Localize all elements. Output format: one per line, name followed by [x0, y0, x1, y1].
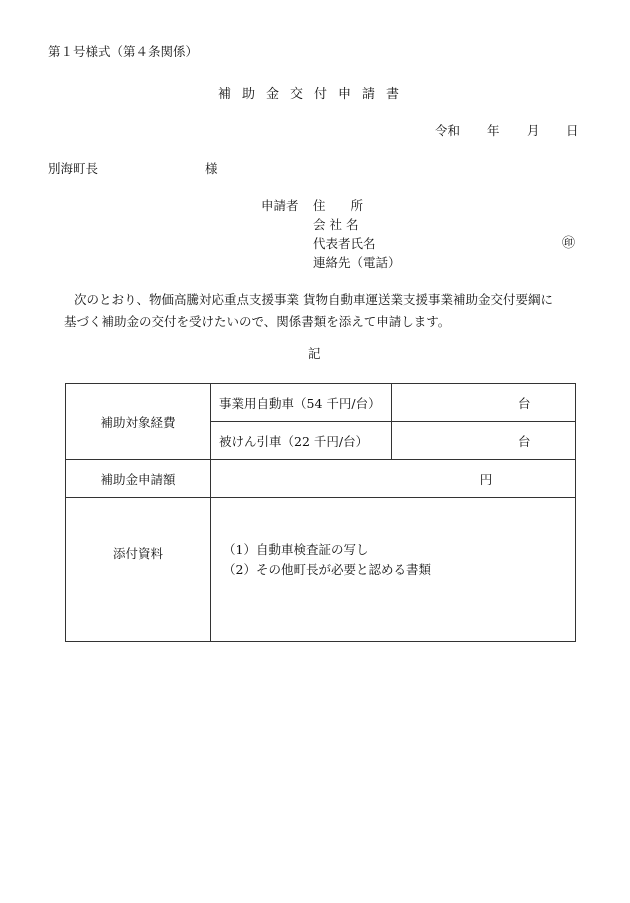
date-era: 令和 — [435, 123, 461, 138]
body-paragraph — [48, 289, 588, 333]
document-title: 補助金交付申請書 — [218, 87, 411, 102]
subsidy-amount-unit: 円 — [211, 460, 576, 498]
date-month-unit: 月 — [527, 123, 540, 138]
form-number: 第１号様式（第４条関係） — [48, 44, 199, 59]
seal-mark: ㊞ — [562, 236, 576, 251]
item2-unit: 台 — [392, 422, 576, 460]
attachments-list — [211, 498, 576, 642]
contact-label: 連絡先（電話） — [313, 255, 401, 270]
table-row — [66, 460, 576, 498]
ki-mark: 記 — [308, 346, 321, 361]
subsidy-target-label: 補助対象経費 — [66, 384, 211, 460]
subsidy-amount-label: 補助金申請額 — [66, 460, 211, 498]
attachment-item: （2）その他町長が必要と認める書類 — [223, 562, 431, 577]
item1-label: 事業用自動車（54 千円/台） — [211, 384, 392, 422]
attachment-item: （1）自動車検査証の写し — [223, 542, 369, 557]
item1-unit: 台 — [392, 384, 576, 422]
date-year-unit: 年 — [487, 123, 500, 138]
application-table — [65, 383, 576, 642]
body-line-2: 基づく補助金の交付を受けたいので、関係書類を添えて申請します。 — [64, 314, 451, 329]
addressee-honorific: 様 — [205, 161, 218, 176]
representative-label: 代表者氏名 — [313, 236, 376, 251]
table-row — [66, 498, 576, 642]
body-line-1: 次のとおり、物価高騰対応重点支援事業 貨物自動車運送業支援事業補助金交付要綱に — [74, 292, 553, 307]
item2-label: 被けん引車（22 千円/台） — [211, 422, 392, 460]
date-day-unit: 日 — [566, 123, 579, 138]
table-row — [66, 384, 576, 422]
addressee-name: 別海町長 — [48, 161, 99, 176]
attachments-label: 添付資料 — [66, 498, 211, 642]
address-label: 住 所 — [313, 198, 364, 213]
applicant-heading: 申請者 — [261, 198, 299, 213]
company-label: 会 社 名 — [313, 217, 359, 232]
